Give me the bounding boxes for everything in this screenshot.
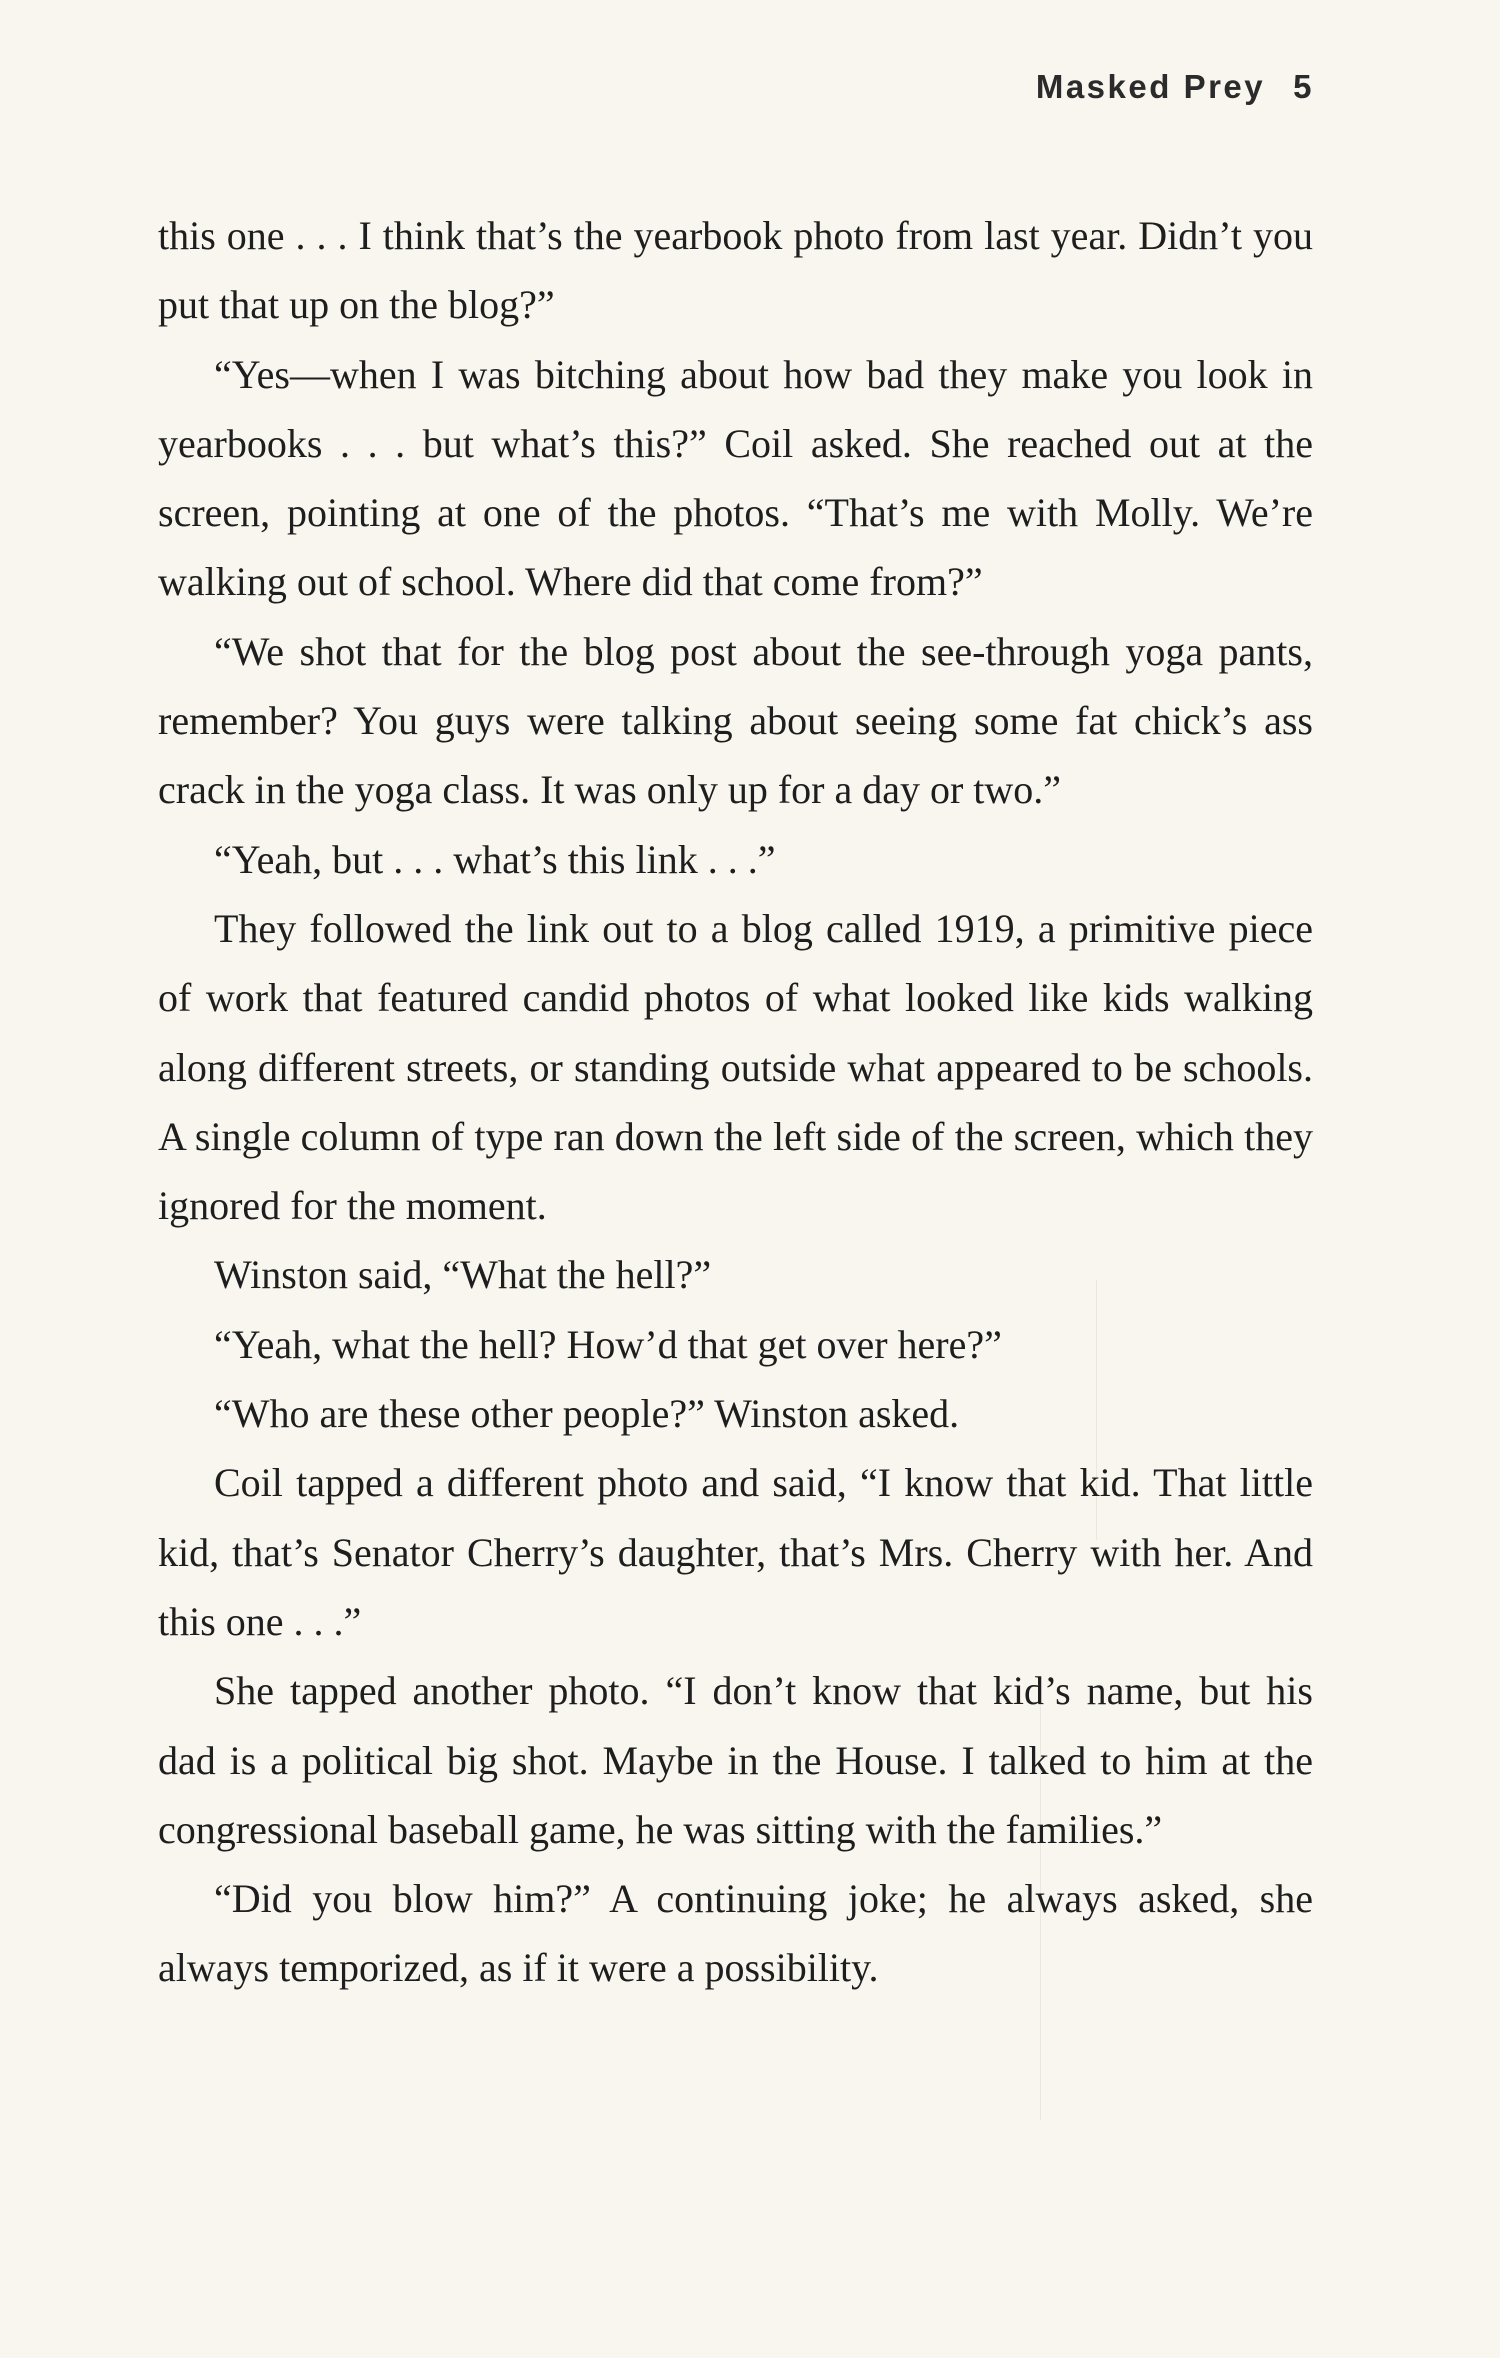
book-title: Masked Prey <box>1035 68 1266 105</box>
paragraph: Coil tapped a different photo and said, “I know that kid. That little kid, that’s Senator Cherry’s daughter, that’s Mrs. Cherry with her. And this one . . .” <box>158 1460 1313 1644</box>
paragraph: She tapped another photo. “I don’t know that kid’s name, but his dad is a political big shot. Maybe in the House. I talked to him at the congressional baseball game, he was sitting with the families.” <box>158 1668 1313 1852</box>
body-text <box>158 201 1313 2003</box>
paragraph: Winston said, “What the hell?” <box>214 1252 712 1298</box>
running-header <box>1036 68 1314 106</box>
paragraph: this one . . . I think that’s the yearbook photo from last year. Didn’t you put that up on the blog?” <box>158 213 1313 328</box>
paragraph: “Yeah, but . . . what’s this link . . .” <box>214 836 776 882</box>
page-number: 5 <box>1293 68 1314 105</box>
paragraph: They followed the link out to a blog called 1919, a primitive piece of work that featured candid photos of what looked like kids walking along different streets, or standing outside what appeared to be schools. A single column of type ran down the left side of the screen, which they ignored for the moment. <box>158 905 1313 1229</box>
paragraph: “Yes—when I was bitching about how bad they make you look in yearbooks . . . but what’s this?” Coil asked. She reached out at the screen, pointing at one of the photos. “That’s me with Molly. We’re walking out of school. Where did that come from?” <box>158 351 1313 605</box>
paragraph: “We shot that for the blog post about the see-through yoga pants, remember? You guys were talking about seeing some fat chick’s ass crack in the yoga class. It was only up for a day or two.” <box>158 628 1313 813</box>
paragraph: “Who are these other people?” Winston asked. <box>214 1391 960 1437</box>
paragraph: “Yeah, what the hell? How’d that get over here?” <box>214 1321 1002 1367</box>
paragraph: “Did you blow him?” A continuing joke; he always asked, she always temporized, as if it were a possibility. <box>158 1876 1313 1991</box>
